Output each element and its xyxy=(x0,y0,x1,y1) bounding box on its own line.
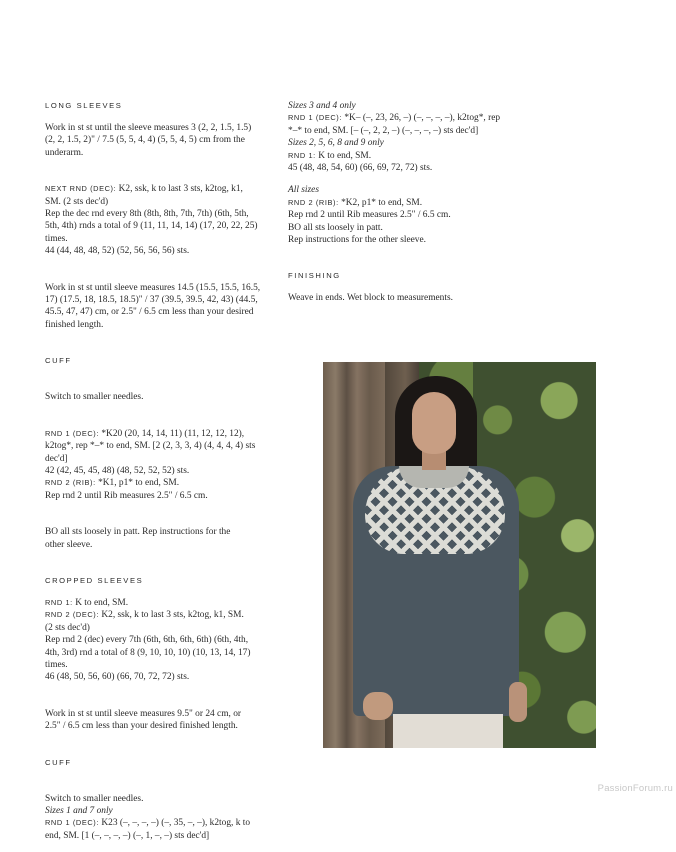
paragraph xyxy=(45,597,277,684)
right-column xyxy=(288,100,528,315)
paragraph xyxy=(288,184,528,246)
section-heading-cropped-sleeves: CROPPED SLEEVES xyxy=(45,575,144,585)
paragraph xyxy=(288,100,528,174)
round-text: K23 (–, –, –, –) (–, 35, –, –), k2tog, k to xyxy=(99,818,251,829)
text-line xyxy=(45,428,277,440)
model-hand-right xyxy=(509,682,527,722)
model-face xyxy=(412,392,456,454)
text-line: Work in st st until sleeve measures 14.5 (15.5, 15.5, 16.5, xyxy=(45,282,261,293)
text-line: 5th, 4th) rnds a total of 9 (11, 11, 14, 14) (17, 20, 22, 25) xyxy=(45,221,258,232)
paragraph xyxy=(45,183,277,257)
text-line: 17) (17.5, 18, 18.5, 18.5)" / 37 (39.5, 39.5, 42, 43) (44.5, xyxy=(45,295,258,306)
round-text: K2, ssk, k to last 3 sts, k2tog, k1, SM. xyxy=(99,610,244,621)
sizes-subheading: Sizes 3 and 4 only xyxy=(288,101,356,111)
text-line: (2 sts dec'd) xyxy=(45,622,90,633)
section-heading-long-sleeves: LONG SLEEVES xyxy=(45,101,123,110)
sizes-subheading: All sizes xyxy=(288,185,319,196)
text-line: Rep rnd 2 until Rib measures 2.5" / 6.5 cm. xyxy=(288,210,451,221)
paragraph xyxy=(45,708,277,733)
round-label: RND 1 (DEC): xyxy=(45,818,100,828)
text-line: Switch to smaller needles. xyxy=(45,392,144,403)
text-line: times. xyxy=(45,659,68,670)
round-label: RND 2 (RIB): xyxy=(45,478,96,488)
text-line: Switch to smaller needles. xyxy=(45,793,144,804)
round-label: RND 1 (DEC): xyxy=(288,113,343,123)
paragraph xyxy=(45,793,277,843)
text-line: 45 (48, 48, 54, 60) (66, 69, 72, 72) sts. xyxy=(288,163,433,174)
text-line: k2tog*, rep *–* to end, SM. [2 (2, 3, 3, 4) (4, 4, 4, 4) sts xyxy=(45,441,256,452)
round-label: RND 2 (DEC): xyxy=(45,610,100,620)
model-photo xyxy=(323,362,596,748)
text-line: BO all sts loosely in patt. xyxy=(288,222,383,233)
text-line: 2.5" / 6.5 cm less than your desired finished length. xyxy=(45,721,238,732)
round-label: RND 1: xyxy=(45,597,73,607)
round-label: NEXT RND (DEC): xyxy=(45,184,117,194)
paragraph xyxy=(45,391,277,403)
text-line: SM. (2 sts dec'd) xyxy=(45,196,109,207)
text-line: times. xyxy=(45,233,68,244)
text-line: Rep rnd 2 until Rib measures 2.5" / 6.5 cm. xyxy=(45,490,208,501)
paragraph xyxy=(45,428,277,502)
paragraph xyxy=(45,526,277,551)
watermark: PassionForum.ru xyxy=(597,783,673,794)
paragraph xyxy=(288,292,528,304)
round-text: K to end, SM. xyxy=(315,150,372,161)
text-line: finished length. xyxy=(45,319,104,330)
text-line: Work in st st until the sleeve measures 3 (2, 2, 1.5, 1.5) xyxy=(45,123,252,133)
text-line: Rep instructions for the other sleeve. xyxy=(288,235,426,246)
left-column xyxy=(45,100,277,852)
paragraph xyxy=(45,282,277,332)
paragraph xyxy=(45,122,277,159)
section-heading-cuff: CUFF xyxy=(45,356,72,366)
text-line: 4th, 3rd) rnd a total of 8 (9, 10, 10, 10) (10, 13, 14, 17) xyxy=(45,647,251,658)
section-heading-cuff-cropped: CUFF xyxy=(45,757,72,767)
round-text: K to end, SM. xyxy=(72,597,129,608)
round-label: RND 1: xyxy=(288,150,316,160)
text-line xyxy=(45,817,277,829)
text-line xyxy=(288,150,528,162)
text-line xyxy=(288,197,528,209)
text-line: Weave in ends. Wet block to measurements. xyxy=(288,293,453,304)
skirt xyxy=(393,714,503,748)
text-line: (2, 2, 1.5, 2)" / 7.5 (5, 5, 4, 4) (5, 5, 4, 5) cm from the xyxy=(45,135,245,146)
section-heading-finishing: FINISHING xyxy=(288,271,341,281)
text-line: 46 (48, 50, 56, 60) (66, 70, 72, 72) sts. xyxy=(45,672,190,683)
round-label: RND 2 (RIB): xyxy=(288,197,339,207)
text-line: Rep rnd 2 (dec) every 7th (6th, 6th, 6th, 6th) (6th, 4th, xyxy=(45,635,249,646)
text-line xyxy=(45,609,277,621)
text-line: dec'd] xyxy=(45,453,68,464)
round-text: K2, ssk, k to last 3 sts, k2tog, k1, xyxy=(116,184,243,195)
text-line: BO all sts loosely in patt. Rep instructions for the xyxy=(45,527,231,538)
text-line xyxy=(45,477,277,489)
sizes-subheading: Sizes 1 and 7 only xyxy=(45,806,113,816)
text-line: Rep the dec rnd every 8th (8th, 8th, 7th, 7th) (6th, 5th, xyxy=(45,209,249,220)
text-line: 42 (42, 45, 45, 48) (48, 52, 52, 52) sts. xyxy=(45,465,190,476)
round-label: RND 1 (DEC): xyxy=(45,428,100,438)
round-text: *K2, p1* to end, SM. xyxy=(338,197,423,208)
round-text: *K20 (20, 14, 14, 11) (11, 12, 12, 12), xyxy=(99,428,245,439)
round-text: *K1, p1* to end, SM. xyxy=(95,478,180,489)
text-line: Work in st st until sleeve measures 9.5" or 24 cm, or xyxy=(45,708,242,719)
model-hand xyxy=(363,692,393,720)
text-line: 44 (44, 48, 48, 52) (52, 56, 56, 56) sts. xyxy=(45,246,190,257)
round-text: *K– (–, 23, 26, –) (–, –, –, –), k2tog*, rep xyxy=(342,113,501,124)
text-line xyxy=(288,112,528,124)
sizes-subheading: Sizes 2, 5, 6, 8 and 9 only xyxy=(288,138,384,149)
text-line: underarm. xyxy=(45,147,84,158)
text-line: end, SM. [1 (–, –, –, –) (–, 1, –, –) sts dec'd] xyxy=(45,830,210,841)
text-line: *–* to end, SM. [– (–, 2, 2, –) (–, –, –, –) sts dec'd] xyxy=(288,125,479,136)
text-line: other sleeve. xyxy=(45,539,93,550)
text-line xyxy=(45,597,277,609)
text-line xyxy=(45,183,277,195)
text-line: 45.5, 47, 47) cm, or 2.5" / 6.5 cm less than your desired xyxy=(45,307,254,318)
